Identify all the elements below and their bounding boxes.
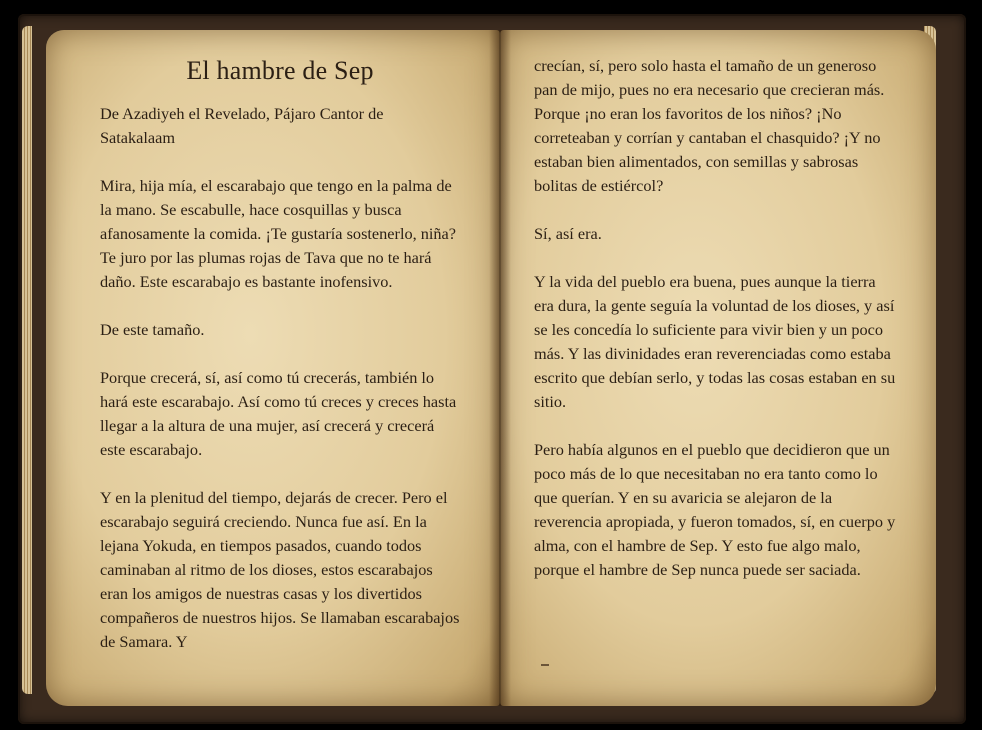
- paragraph: Sí, así era.: [534, 224, 602, 243]
- book-gutter: [489, 30, 511, 706]
- author-line: De Azadiyeh el Revelado, Pájaro Cantor de Satakalaam: [100, 104, 384, 147]
- paragraph: Y la vida del pueblo era buena, pues aunque la tierra era dura, la gente seguía la voluntad de los dioses, y así se les concedía lo suficiente para vivir bien y un poco más. Y las divinidades eran reverenciadas como estaba escrito que debían serlo, y todas las cosas estaban en su sitio.: [534, 272, 896, 411]
- paragraph: Pero había algunos en el pueblo que decidieron que un poco más de lo que necesitaban no era tanto como lo que querían. Y en su avaricia se alejaron de la reverencia apropiada, y fueron tomados, sí, en cuerpo y alma, con el hambre de Sep. Y esto fue algo malo, porque el hambre de Sep nunca puede ser saciada.: [534, 440, 896, 579]
- paragraph: De este tamaño.: [100, 320, 205, 339]
- paragraph: Mira, hija mía, el escarabajo que tengo en la palma de la mano. Se escabulle, hace cosquillas y busca afanosamente la comida. ¡Te gustaría sostenerlo, niña? Te juro por las plumas rojas de Tava que no te hará daño. Este escarabajo es bastante inofensivo.: [100, 176, 457, 291]
- paragraph: Porque crecerá, sí, así como tú crecerás, también lo hará este escarabajo. Así como tú creces y creces hasta llegar a la altura de una mujer, así crecerá y crecerá este escarabajo.: [100, 368, 457, 459]
- end-mark: [541, 664, 549, 666]
- book-title: El hambre de Sep: [186, 56, 374, 85]
- page-edges-left: [22, 26, 32, 694]
- paragraph: crecían, sí, pero solo hasta el tamaño de un generoso pan de mijo, pues no era necesario que crecieran más. Porque ¡no eran los favoritos de los niños? ¡No correteaban y corrían y cantaban el chasquido? ¡Y no estaban bien alimentados, con semillas y sabrosas bolitas de estiércol?: [534, 56, 885, 195]
- paragraph: Y en la plenitud del tiempo, dejarás de crecer. Pero el escarabajo seguirá creciendo. Nunca fue así. En la lejana Yokuda, en tiempos pasados, cuando todos caminaban al ritmo de los dioses, estos escarabajos eran los amigos de nuestras casas y los divertidos compañeros de nuestros hijos. Se llamaban escarabajos de Samara. Y: [100, 488, 460, 651]
- left-page-text: [100, 102, 462, 678]
- right-page-text: [534, 54, 896, 606]
